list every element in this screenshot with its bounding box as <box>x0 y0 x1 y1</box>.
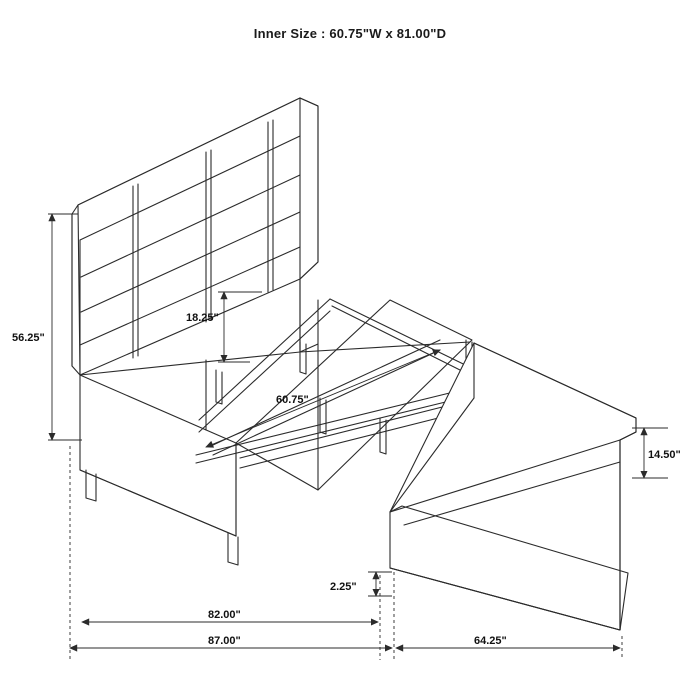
dim-label-overall-width: 64.25" <box>474 635 507 647</box>
dim-label-headboard-height: 56.25" <box>12 332 45 344</box>
dim-label-overall-length: 87.00" <box>208 635 241 647</box>
dim-label-footboard-height: 14.50" <box>648 449 681 461</box>
dim-label-panel-to-rail: 18.25" <box>186 312 219 324</box>
page-title: Inner Size : 60.75"W x 81.00"D <box>253 26 447 41</box>
dim-label-inner-length: 82.00" <box>208 609 241 621</box>
dim-label-inner-width: 60.75" <box>276 394 309 406</box>
dim-label-clearance: 2.25" <box>330 581 357 593</box>
